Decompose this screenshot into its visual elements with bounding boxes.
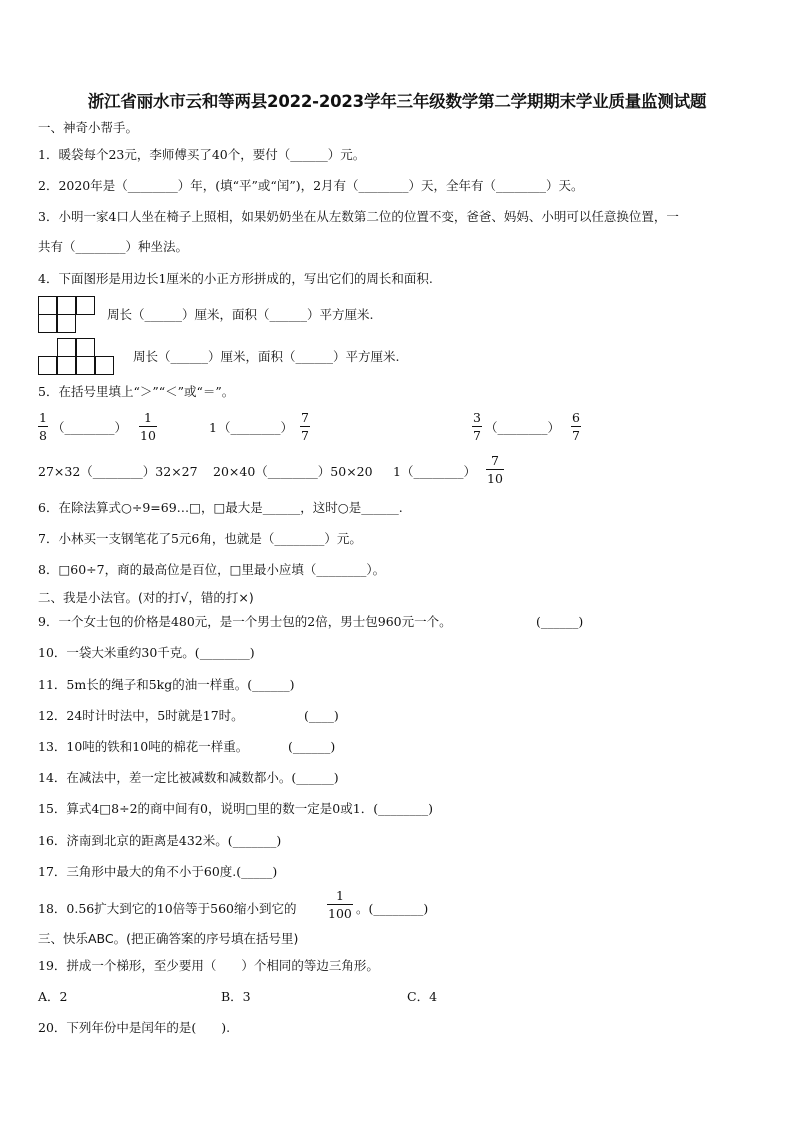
question-8: 8．□60÷7，商的最高位是百位，□里最小应填（________）。 [38, 562, 386, 577]
question-18: 18．0.56扩大到它的10倍等于560缩小到它的 [38, 901, 297, 916]
question-3-line-1: 3．小明一家4口人坐在椅子上照相，如果奶奶坐在从左数第二位的位置不变，爸爸、妈妈、小明可以任意换位置，一 [38, 209, 679, 224]
blank-5f: （________） [401, 464, 477, 479]
fraction-3-7: 3 7 [473, 410, 481, 443]
square-figure-b [38, 338, 118, 376]
question-11: 11．5m长的绳子和5kg的油一样重。(______) [38, 677, 295, 692]
question-12: 12．24时计时法中，5时就是17时。 [38, 708, 244, 723]
question-20: 20．下列年份中是闰年的是( ). [38, 1020, 231, 1035]
question-12-blank: (____) [304, 708, 339, 723]
square-figure-a [38, 296, 98, 334]
section-heading-2: 二、我是小法官。(对的打√，错的打×) [38, 590, 254, 605]
fraction-1-10: 1 10 [140, 410, 156, 443]
question-18-blank: 。(________) [356, 901, 429, 916]
question-1: 1．暖袋每个23元，李师傅买了40个，要付（______）元。 [38, 147, 366, 162]
question-5: 5．在括号里填上“＞”“＜”或“＝”。 [38, 384, 235, 399]
option-19-a: A．2 [38, 989, 68, 1004]
section-heading-3: 三、快乐ABC。(把正确答案的序号填在括号里) [38, 931, 299, 946]
fraction-6-7: 6 7 [572, 410, 580, 443]
question-6: 6．在除法算式○÷9=69…□，□最大是______，这时○是______. [38, 500, 403, 515]
blank-5c: （________） [485, 420, 561, 435]
fraction-1-8: 1 8 [39, 410, 47, 443]
compare-27x32: 27×32（________）32×27 [38, 464, 198, 479]
question-4: 4．下面图形是用边长1厘米的小正方形拼成的，写出它们的周长和面积. [38, 271, 433, 286]
fraction-7-7: 7 7 [301, 410, 309, 443]
question-4a: 周长（______）厘米，面积（______）平方厘米. [107, 307, 374, 322]
question-17: 17．三角形中最大的角不小于60度.(_____) [38, 864, 278, 879]
question-16: 16．济南到北京的距离是432米。(_______) [38, 833, 282, 848]
question-19: 19．拼成一个梯形，至少要用（ ）个相同的等边三角形。 [38, 958, 379, 973]
question-9: 9．一个女士包的价格是480元，是一个男士包的2倍，男士包960元一个。 [38, 614, 452, 629]
question-7: 7．小林买一支钢笔花了5元6角，也就是（________）元。 [38, 531, 362, 546]
compare-20x40: 20×40（________）50×20 [213, 464, 373, 479]
question-13: 13．10吨的铁和10吨的棉花一样重。 [38, 739, 249, 754]
section-heading-1: 一、神奇小帮手。 [38, 120, 139, 135]
question-3-line-2: 共有（________）种坐法。 [38, 239, 189, 254]
question-4b: 周长（______）厘米，面积（______）平方厘米. [133, 349, 400, 364]
question-13-blank: (______) [288, 739, 336, 754]
option-19-c: C．4 [407, 989, 438, 1004]
fraction-7-10: 7 10 [487, 453, 503, 486]
fraction-1-100: 1 100 [328, 888, 352, 921]
question-10: 10．一袋大米重约30千克。(________) [38, 645, 255, 660]
option-19-b: B．3 [221, 989, 251, 1004]
number-one: 1 [209, 420, 217, 435]
question-9-blank: (______) [536, 614, 584, 629]
number-one-2: 1 [393, 464, 401, 479]
question-15: 15．算式4□8÷2的商中间有0，说明□里的数一定是0或1．(________) [38, 801, 433, 816]
question-2: 2．2020年是（________）年，(填“平”或“闰”)，2月有（________）天，全年有（________）天。 [38, 178, 584, 193]
page-title: 浙江省丽水市云和等两县2022-2023学年三年级数学第二学期期末学业质量监测试题 [87, 92, 707, 111]
question-14: 14．在减法中，差一定比被减数和减数都小。(______) [38, 770, 339, 785]
blank-5b: （________） [218, 420, 294, 435]
blank-5a: （________） [52, 420, 128, 435]
